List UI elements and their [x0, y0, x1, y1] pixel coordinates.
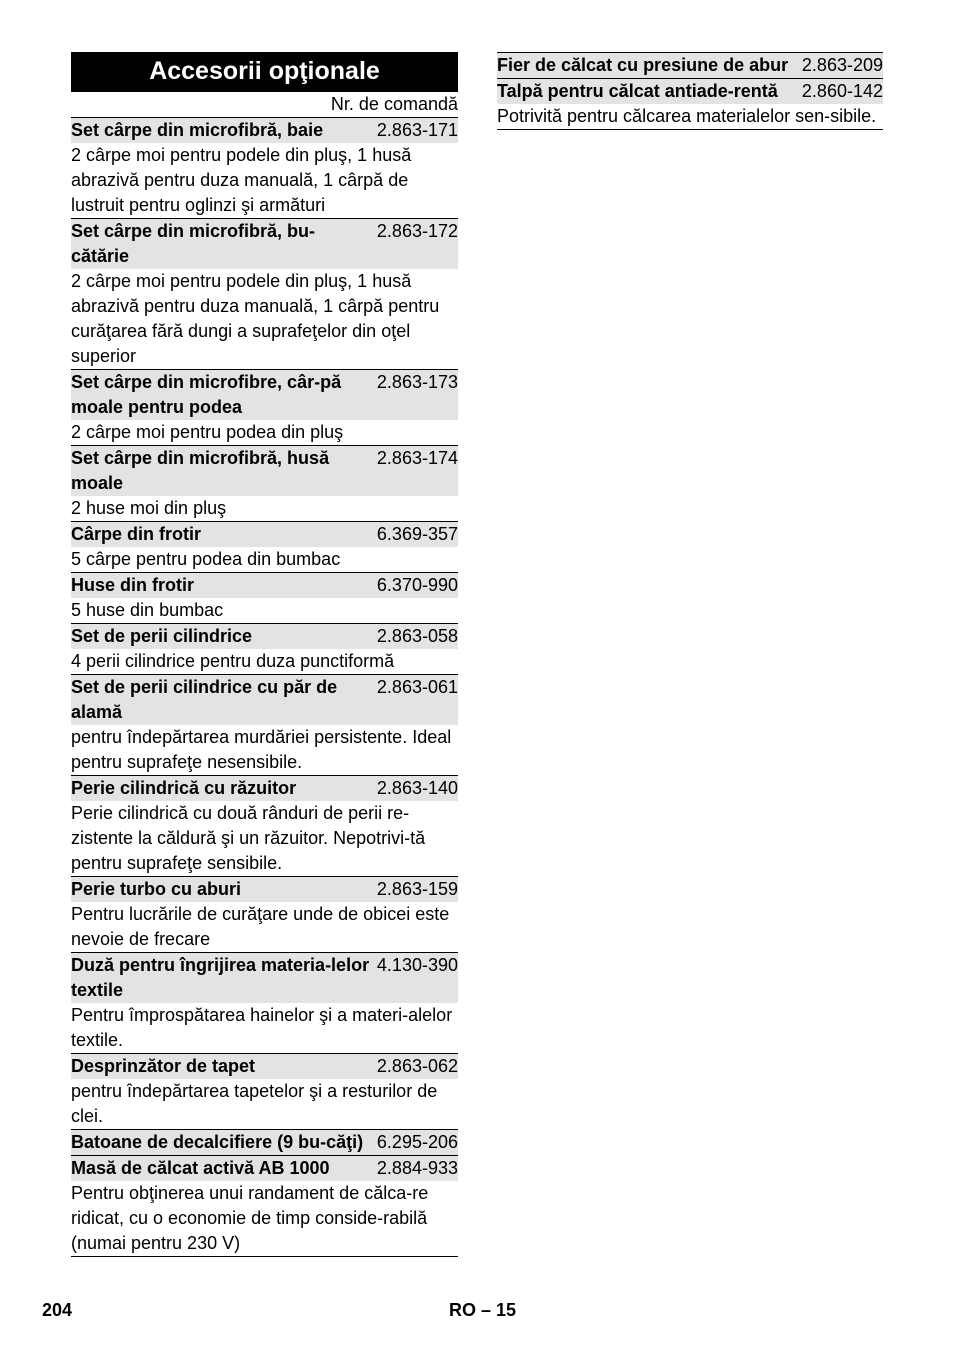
accessory-header — [497, 79, 883, 104]
order-number: 6.295-206 — [376, 1132, 458, 1152]
accessory-name: Set cârpe din microfibră, bu-cătărie — [71, 221, 316, 266]
order-number: 2.863-062 — [376, 1056, 458, 1076]
accessory-item — [71, 1130, 458, 1156]
accessory-item — [71, 1156, 458, 1257]
order-number: 2.863-159 — [376, 879, 458, 899]
accessory-description: 5 cârpe pentru podea din bumbac — [71, 549, 341, 569]
accessory-header — [71, 1156, 458, 1181]
accessory-description: 2 cârpe moi pentru podea din pluş — [71, 422, 344, 442]
page-number: 204 — [42, 1300, 73, 1320]
accessory-name: Huse din frotir — [71, 575, 195, 595]
accessory-item — [71, 219, 458, 370]
accessory-name: Set de perii cilindrice — [71, 626, 253, 646]
accessory-item — [71, 1054, 458, 1130]
accessory-description: Pentru obţinerea unui randament de călca-re ridicat, cu o economie de timp conside-rabilă (numai pentru 230 V) — [71, 1183, 429, 1253]
accessory-item — [71, 573, 458, 624]
order-number: 4.130-390 — [376, 955, 458, 975]
accessory-header — [71, 1054, 458, 1079]
accessory-name: Set cârpe din microfibre, câr-pă moale pentru podea — [71, 372, 342, 417]
accessory-item — [71, 953, 458, 1054]
accessory-name: Perie turbo cu aburi — [71, 879, 242, 899]
accessory-name: Desprinzător de tapet — [71, 1056, 256, 1076]
accessory-description: 2 cârpe moi pentru podele din pluş, 1 husă abrazivă pentru duza manuală, 1 cârpă de lustruit pentru oglinzi şi armături — [71, 145, 412, 215]
accessory-description: Pentru împrospătarea hainelor şi a materi-alelor textile. — [71, 1005, 453, 1050]
accessory-header — [71, 776, 458, 801]
order-number: 2.863-058 — [376, 626, 458, 646]
order-number: 2.860-142 — [801, 81, 883, 101]
accessory-list — [71, 118, 458, 1257]
accessory-item — [497, 53, 883, 79]
order-number: 2.884-933 — [376, 1158, 458, 1178]
accessory-name: Set cârpe din microfibră, baie — [71, 120, 324, 140]
accessory-item — [71, 446, 458, 522]
accessory-description: Pentru lucrările de curăţare unde de obicei este nevoie de frecare — [71, 904, 450, 949]
accessory-header — [71, 953, 458, 1003]
accessory-name: Cârpe din frotir — [71, 524, 202, 544]
accessory-item — [71, 877, 458, 953]
accessory-header — [71, 370, 458, 420]
accessory-item — [71, 776, 458, 877]
accessory-description: Perie cilindrică cu două rânduri de perii re-zistente la căldură şi un răzuitor. Nepotrivi-tă pentru suprafeţe sensibile. — [71, 803, 426, 873]
order-number: 2.863-173 — [376, 372, 458, 392]
accessory-description: Potrivită pentru călcarea materialelor sen-sibile. — [497, 106, 877, 126]
accessory-description: pentru îndepărtarea tapetelor şi a resturilor de clei. — [71, 1081, 438, 1126]
accessory-header — [71, 522, 458, 547]
accessory-item — [497, 79, 883, 130]
order-number: 2.863-061 — [376, 677, 458, 697]
section-page-label: RO – 15 — [449, 1300, 517, 1320]
accessory-header — [71, 624, 458, 649]
accessory-name: Batoane de decalcifiere (9 bu-căţi) — [71, 1132, 364, 1152]
accessory-name: Set de perii cilindrice cu păr de alamă — [71, 677, 338, 722]
right-column — [497, 52, 883, 130]
section-title: Accesorii opţionale — [71, 52, 458, 92]
accessory-item — [71, 675, 458, 776]
accessory-description: 2 huse moi din pluş — [71, 498, 227, 518]
accessory-header — [71, 573, 458, 598]
accessory-name: Masă de călcat activă AB 1000 — [71, 1158, 330, 1178]
order-number: 2.863-172 — [376, 221, 458, 241]
accessory-header — [71, 877, 458, 902]
accessory-name: Fier de călcat cu presiune de abur — [497, 55, 789, 75]
accessory-name: Talpă pentru călcat antiade-rentă — [497, 81, 778, 101]
order-number: 6.370-990 — [376, 575, 458, 595]
accessory-name: Perie cilindrică cu răzuitor — [71, 778, 297, 798]
accessory-item — [71, 624, 458, 675]
accessory-item — [71, 522, 458, 573]
accessory-header — [497, 53, 883, 78]
accessory-header — [71, 118, 458, 143]
accessory-list — [497, 52, 883, 130]
accessory-description: 2 cârpe moi pentru podele din pluş, 1 husă abrazivă pentru duza manuală, 1 cârpă pentru curăţarea fără dungi a suprafeţelor din oţel superior — [71, 271, 440, 366]
accessory-name: Set cârpe din microfibră, husă moale — [71, 448, 330, 493]
accessory-header — [71, 675, 458, 725]
accessory-item — [71, 370, 458, 446]
order-number-label: Nr. de comandă — [71, 92, 458, 118]
order-number: 2.863-171 — [376, 120, 458, 140]
order-number: 2.863-140 — [376, 778, 458, 798]
accessory-header — [71, 1130, 458, 1155]
accessory-name: Duză pentru îngrijirea materia-lelor textile — [71, 955, 370, 1000]
accessory-header — [71, 446, 458, 496]
accessory-description: 5 huse din bumbac — [71, 600, 224, 620]
accessory-description: 4 perii cilindrice pentru duza punctiformă — [71, 651, 395, 671]
order-number: 2.863-174 — [376, 448, 458, 468]
order-number: 6.369-357 — [376, 524, 458, 544]
accessory-item — [71, 118, 458, 219]
order-number: 2.863-209 — [801, 55, 883, 75]
accessory-header — [71, 219, 458, 269]
accessory-description: pentru îndepărtarea murdăriei persistente. Ideal pentru suprafeţe nesensibile. — [71, 727, 452, 772]
left-column — [71, 52, 458, 1257]
